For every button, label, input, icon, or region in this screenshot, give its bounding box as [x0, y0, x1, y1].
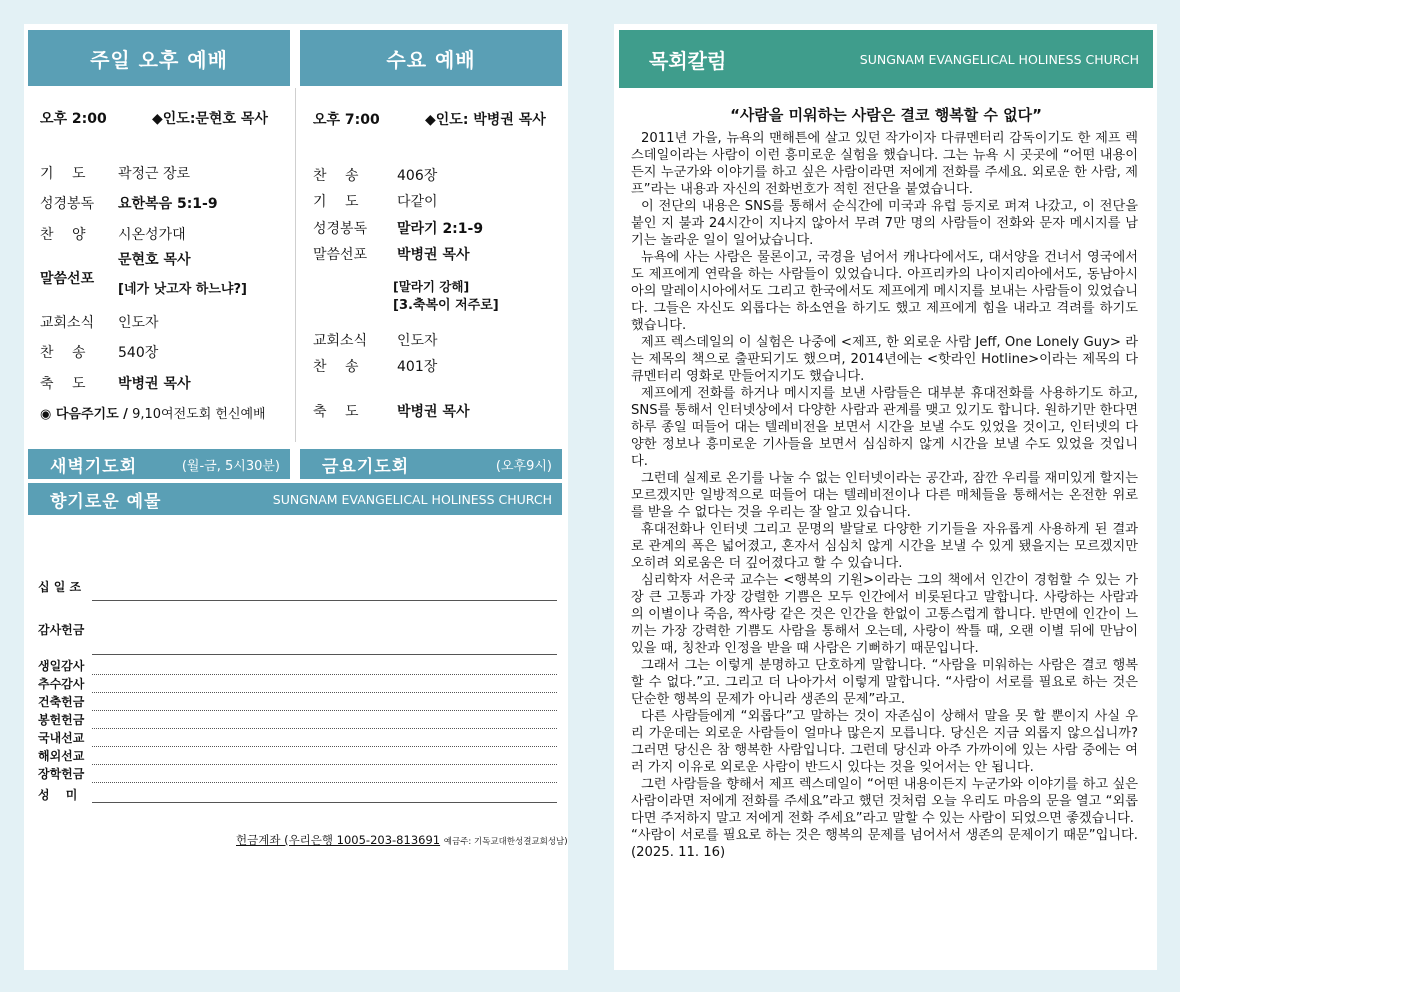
- row-label: 찬 송: [313, 359, 359, 375]
- row-value: 요한복음 5:1-9: [118, 196, 218, 212]
- offering-item-label: 십 일 조: [38, 580, 82, 594]
- wednesday-row: [313, 165, 437, 185]
- row-label: 축 도: [313, 404, 359, 420]
- dawn-prayer-title: 새벽기도회: [50, 456, 138, 477]
- offering-item-label: 건축헌금: [38, 695, 85, 709]
- wednesday-row: [313, 244, 470, 264]
- sunday-row: [40, 193, 218, 213]
- wednesday-row: [313, 191, 438, 211]
- offering-line: [92, 782, 557, 783]
- offering-line: [92, 746, 557, 747]
- offering-line: [92, 692, 557, 693]
- sunday-row: [40, 342, 158, 362]
- row-label: 성경봉독: [313, 221, 368, 237]
- offering-line: [92, 802, 557, 803]
- row-value: 곽정근 장로: [118, 166, 191, 182]
- row-label: 교회소식: [40, 315, 95, 331]
- row-value: 인도자: [118, 315, 159, 331]
- next-week-prayer: [40, 403, 266, 422]
- row-label: 교회소식: [313, 333, 368, 349]
- offering-line: [92, 728, 557, 729]
- column-header-church: SUNGNAM EVANGELICAL HOLINESS CHURCH: [859, 51, 1139, 67]
- offering-line: [92, 764, 557, 765]
- offering-item-label: 성 미: [38, 788, 78, 802]
- account-number: 헌금계좌 (우리은행 1005-203-813691: [236, 833, 441, 847]
- column-paragraph: 2011년 가을, 뉴욕의 맨해튼에 살고 있던 작가이자 다큐멘터리 감독이기도 한 제프 렉스데일이라는 사람이 이런 흥미로운 실험을 했습니다. 그는 뉴욕 시 곳곳에 “어떤 내용이든지 누군가와 이야기를 하고 싶은 사람이라면 저에게 전화를 주세요. 외로운 한 사람, 제프”라는 내용과 자신의 전화번호가 적힌 전단을 붙였습니다.: [631, 131, 1138, 197]
- row-value: 인도자: [397, 333, 438, 349]
- sunday-leader: ◆인도:문현호 목사: [152, 111, 268, 127]
- wednesday-row: [313, 330, 438, 350]
- column-body: [631, 130, 1138, 861]
- offering-item-label: 국내선교: [38, 731, 85, 745]
- column-paragraph: 뉴욕에 사는 사람은 물론이고, 국경을 넘어서 캐나다에서도, 대서양을 건너서 영국에서도 제프에게 연락을 하는 사람들이 있었습니다. 아프리카의 나이지리아에서도, 동남아시아의 말레이시아에서도 그리고 한국에서도 제프에게 메시지를 보내는 사람들이 있었습니다. 그들은 자신도 외롭다는 하소연을 하기도 했고 제프에게 힘을 내라고 격려를 하기도 했습니다.: [631, 250, 1138, 333]
- row-value: 말라기 2:1-9: [397, 221, 484, 237]
- row-value: 시온성가대: [118, 227, 186, 243]
- offering-header: [28, 483, 562, 515]
- offering-church: SUNGNAM EVANGELICAL HOLINESS CHURCH: [272, 491, 552, 507]
- column-paragraph: 이 전단의 내용은 SNS를 통해서 순식간에 미국과 유럽 등지로 퍼져 나갔고, 이 전단을 붙인 지 불과 24시간이 지나지 않아서 무려 7만 명의 사람들이 전화와 문자 메시지를 남기는 놀라운 일이 일어났습니다.: [631, 199, 1138, 248]
- row-label: 찬 송: [313, 168, 359, 184]
- row-label: 말씀선포: [313, 247, 368, 263]
- friday-prayer-bar: [300, 449, 562, 479]
- row-label: 찬 송: [40, 345, 86, 361]
- column-paragraph: 다른 사람들에게 “외롭다”고 말하는 것이 자존심이 상해서 말을 못 할 뿐이지 사실 우리 가운데는 외로운 사람들이 얼마나 많은지 모릅니다. 당신은 지금 외롭지 않으십니까? 그러면 당신은 참 행복한 사람입니다. 그런데 당신과 아주 가까이에 있는 사람 중에는 여러 가지 이유로 외로운 사람이 반드시 있다는 것을 잊어서는 안 됩니다.: [631, 709, 1138, 775]
- offering-line: [92, 654, 557, 655]
- sunday-row-label: 말씀선포: [40, 271, 95, 287]
- sunday-sermon-title: [네가 낫고자 하느냐?]: [118, 282, 247, 297]
- next-week-label: ◉ 다음주기도 /: [40, 407, 128, 422]
- sunday-time: 오후 2:00: [40, 111, 107, 127]
- sunday-service-header: 주일 오후 예배: [28, 30, 290, 86]
- column-header-title: 목회칼럼: [649, 48, 727, 73]
- offering-item-label: 추수감사: [38, 677, 85, 691]
- column-paragraph: 심리학자 서은국 교수는 <행복의 기원>이라는 그의 책에서 인간이 경험할 수 있는 가장 큰 고통과 가장 강렬한 기쁨은 모두 인간에서 비롯된다고 말합니다. 사랑하는 사람과의 이별이나 죽음, 짝사랑 같은 것은 인간을 한없이 고통스럽게 합니다. 반면에 인간이 느끼는 가장 강력한 기쁨도 사람을 통해서 오는데, 사랑이 싹틀 때, 오랜 이별 뒤에 만남이 있을 때, 칭찬과 인정을 받을 때 사람은 기뻐하기 때문입니다.: [631, 573, 1138, 656]
- wednesday-sermon-series: [말라기 강해]: [393, 279, 470, 294]
- column-paragraph: 그런 사람들을 향해서 제프 렉스데일이 “어떤 내용이든지 누군가와 이야기를 하고 싶은 사람이라면 저에게 전화를 주세요”라고 했던 것처럼 오늘 우리도 마음의 문을 열고 “외롭다면 주저하지 말고 저에게 전화 주세요”라고 말할 수 있는 사람이 되었으면 좋겠습니다.: [631, 777, 1138, 826]
- row-label: 기 도: [40, 166, 86, 182]
- wednesday-row: [313, 218, 483, 238]
- dawn-prayer-time: (월-금, 5시30분): [181, 458, 280, 474]
- column-paragraph: 제프에게 전화를 하거나 메시지를 보낸 사람들은 대부분 휴대전화를 사용하기도 하고, SNS를 통해서 인터넷상에서 다양한 사람과 관계를 맺고 있기도 합니다. 원하기만 한다면 하루 종일 떠들어 대는 텔레비전을 보면서 시간을 보낼 수도 있었을 것이고, 인터넷의 다양한 정보나 흥미로운 기사들을 보면서 심심하지 않게 시간을 보낼 수도 있었을 것입니다.: [631, 386, 1138, 469]
- wednesday-leader: ◆인도: 박병권 목사: [425, 112, 546, 128]
- account-holder: 예금주: 기독교대한성결교회성남): [443, 837, 568, 847]
- sunday-row: [40, 224, 186, 244]
- friday-prayer-title: 금요기도회: [322, 456, 410, 477]
- wednesday-row: [313, 401, 470, 421]
- offering-item-label: 장학헌금: [38, 767, 85, 781]
- sunday-row: [40, 373, 191, 393]
- row-label: 찬 양: [40, 227, 86, 243]
- column-paragraph: “사람이 서로를 필요로 하는 것은 행복의 문제를 넘어서서 생존의 문제이기 때문”입니다.(2025. 11. 16): [631, 828, 1138, 860]
- column-paragraph: 휴대전화나 인터넷 그리고 문명의 발달로 다양한 기기들을 자유롭게 사용하게 된 결과로 관계의 폭은 넓어졌고, 혼자서 심심치 않게 시간을 보낼 수 있게 됐을지는 모르겠지만 오히려 외로움은 더 깊어졌다고 할 수 있습니다.: [631, 522, 1138, 571]
- sunday-row: [40, 163, 190, 183]
- offering-item-label: 해외선교: [38, 749, 85, 763]
- offering-line: [92, 674, 557, 675]
- friday-prayer-time: (오후9시): [495, 458, 552, 474]
- column-header: [619, 30, 1153, 88]
- row-value: 박병권 목사: [397, 247, 470, 263]
- row-value: 401장: [397, 359, 438, 375]
- next-week-value: 9,10여전도회 헌신예배: [132, 407, 266, 422]
- row-value: 다같이: [397, 194, 438, 210]
- row-value: 박병권 목사: [397, 404, 470, 420]
- offering-item-label: 봉헌헌금: [38, 713, 85, 727]
- column-paragraph: 그런데 실제로 온기를 나눌 수 없는 인터넷이라는 공간과, 잠깐 우리를 재미있게 할지는 모르겠지만 일방적으로 떠들어 대는 텔레비전이나 다른 매체들을 통해서는 온전한 위로를 받을 수 없다는 것을 우리는 잘 알고 있습니다.: [631, 471, 1138, 520]
- row-label: 축 도: [40, 376, 86, 392]
- row-label: 기 도: [313, 194, 359, 210]
- offering-line: [92, 710, 557, 711]
- column-paragraph: 제프 렉스데일의 이 실험은 나중에 <제프, 한 외로운 사람 Jeff, One Lonely Guy> 라는 제목의 책으로 출판되기도 했으며, 2014년에는 <핫라인 Hotline>이라는 제목의 다큐멘터리 영화로 만들어지기도 했습니다.: [631, 335, 1138, 384]
- wednesday-sermon-title: [3.축복이 저주로]: [393, 298, 499, 313]
- row-label: 성경봉독: [40, 196, 95, 212]
- offering-item-label: 감사헌금: [38, 623, 85, 637]
- dawn-prayer-bar: [28, 449, 290, 479]
- row-value: 박병권 목사: [118, 376, 191, 392]
- wednesday-row: [313, 356, 437, 376]
- column-paragraph: 그래서 그는 이렇게 분명하고 단호하게 말합니다. “사람을 미워하는 사람은 결코 행복할 수 없다.”고. 그리고 더 나아가서 이렇게 말합니다. “사람이 서로를 필요로 하는 것은 단순한 행복의 문제가 아니라 생존의 문제”라고.: [631, 658, 1138, 707]
- offering-account: [236, 832, 568, 848]
- wednesday-service-header: 수요 예배: [300, 30, 562, 86]
- sunday-row: [40, 312, 159, 332]
- column-divider: [295, 88, 296, 442]
- row-value: 406장: [397, 168, 438, 184]
- offering-line: [92, 600, 557, 601]
- wednesday-time: 오후 7:00: [313, 112, 380, 128]
- sunday-sermon-preacher: 문현호 목사: [118, 252, 191, 268]
- row-value: 540장: [118, 345, 159, 361]
- offering-item-label: 생일감사: [38, 659, 85, 673]
- column-title: “사람을 미워하는 사람은 결코 행복할 수 없다”: [730, 106, 1042, 124]
- offering-title: 향기로운 예물: [50, 491, 162, 512]
